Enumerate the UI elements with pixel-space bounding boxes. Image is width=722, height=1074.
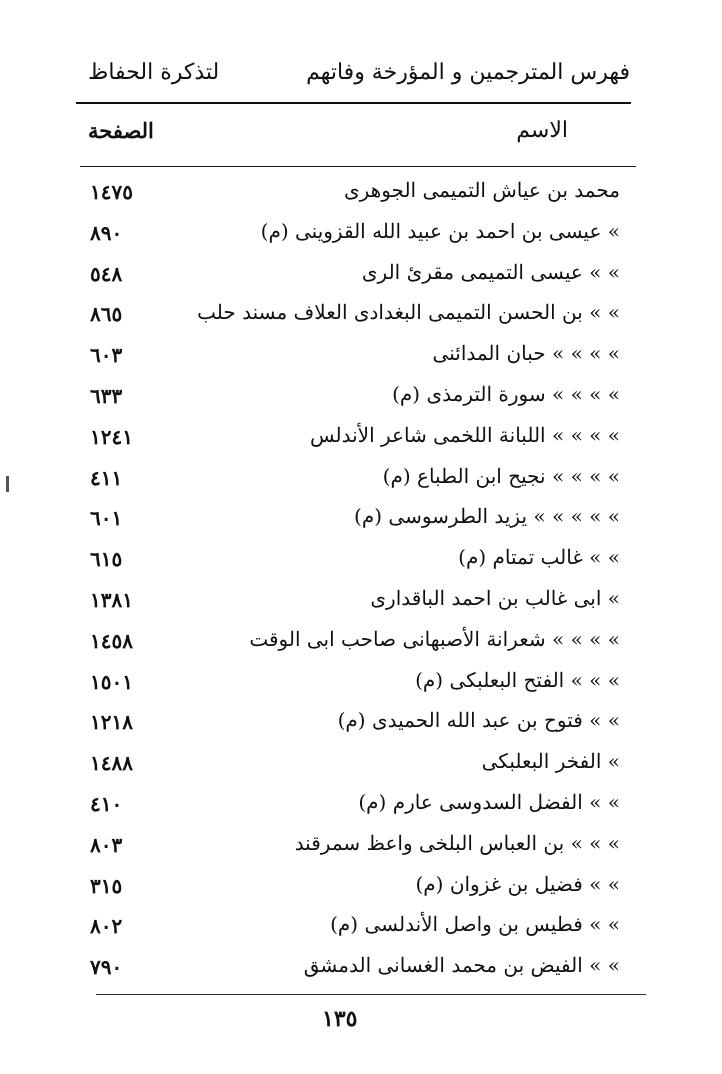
running-head-book: لتذكرة الحفاظ (88, 60, 220, 85)
entry-name: » عيسى بن احمد بن عبيد الله القزوينى (م) (260, 218, 620, 243)
index-entry (90, 376, 620, 417)
index-entry (90, 417, 620, 458)
entry-name: » الفخر البعلبكى (481, 749, 620, 774)
entry-page: ٨٦٥ (90, 302, 123, 327)
index-entry (90, 662, 620, 703)
page-number: ١٣٥ (322, 1006, 358, 1032)
header-rule (76, 102, 631, 104)
entry-page: ١٢٤١ (90, 424, 133, 449)
entry-name: » » فطيس بن واصل الأندلسى (م) (330, 912, 620, 937)
footer-rule (96, 994, 646, 995)
entry-name: » » الفيض بن محمد الغسانى الدمشق (303, 953, 620, 978)
index-entry (90, 335, 620, 376)
index-entry (90, 254, 620, 295)
entry-name: » » » بن العباس البلخى واعظ سمرقند (294, 830, 620, 855)
entry-page: ٦٣٣ (90, 383, 123, 408)
entry-name: » » فتوح بن عبد الله الحميدى (م) (337, 708, 620, 733)
entry-page: ١٤٥٨ (90, 628, 133, 653)
entry-name: » » » » حبان المدائنى (432, 341, 620, 366)
index-entry (90, 580, 620, 621)
index-entry (90, 906, 620, 947)
entry-page: ٣١٥ (90, 873, 123, 898)
index-entry (90, 172, 620, 213)
entry-name: » » » الفتح البعلبكى (م) (415, 667, 620, 692)
index-entry (90, 621, 620, 662)
index-entry (90, 825, 620, 866)
index-entry (90, 498, 620, 539)
index-entry (90, 294, 620, 335)
entry-name: » » » » اللبانة اللخمى شاعر الأندلس (310, 422, 620, 447)
entry-page: ٦١٥ (90, 547, 123, 572)
entry-page: ١٢١٨ (90, 710, 133, 735)
entry-name: » » فضيل بن غزوان (م) (415, 871, 620, 896)
entry-page: ٤١١ (90, 465, 123, 490)
column-header-name: الاسم (516, 118, 568, 143)
entry-name: » » » » نجيح ابن الطباع (م) (382, 463, 620, 488)
entry-page: ٦٠١ (90, 506, 123, 531)
index-list (90, 172, 620, 988)
entry-page: ١٣٨١ (90, 587, 133, 612)
index-entry (90, 784, 620, 825)
column-header-rule (80, 166, 636, 167)
index-entry (90, 743, 620, 784)
entry-page: ٤١٠ (90, 791, 123, 816)
column-header-page: الصفحة (88, 118, 154, 143)
entry-page: ١٤٧٥ (90, 180, 133, 204)
entry-page: ٨٩٠ (90, 220, 123, 245)
running-head-title: فهرس المترجمين و المؤرخة وفاتهم (306, 60, 630, 85)
entry-page: ١٤٨٨ (90, 751, 133, 776)
entry-page: ٦٠٣ (90, 343, 123, 368)
entry-page: ٨٠٢ (90, 914, 123, 939)
entry-name: » ابى غالب بن احمد الباقدارى (370, 585, 620, 610)
index-entry (90, 947, 620, 988)
index-entry (90, 702, 620, 743)
entry-name: » » بن الحسن التميمى البغدادى العلاف مسند حلب (197, 300, 620, 325)
index-entry (90, 458, 620, 499)
entry-page: ٧٩٠ (90, 955, 123, 980)
entry-name: » » » » » يزيد الطرسوسى (م) (354, 504, 620, 529)
entry-name: » » عيسى التميمى مقرئ الرى (361, 259, 620, 284)
entry-page: ١٥٠١ (90, 669, 133, 694)
index-entry (90, 213, 620, 254)
entry-name: » » » » شعرانة الأصبهانى صاحب ابى الوقت (249, 626, 620, 651)
entry-name: محمد بن عياش التميمى الجوهرى (343, 178, 620, 202)
margin-mark (6, 476, 9, 492)
index-entry (90, 539, 620, 580)
index-entry (90, 866, 620, 907)
entry-name: » » الفضل السدوسى عارم (م) (358, 789, 620, 814)
entry-page: ٨٠٣ (90, 832, 123, 857)
entry-page: ٥٤٨ (90, 261, 123, 286)
entry-name: » » غالب تمتام (م) (458, 545, 620, 570)
entry-name: » » » » سورة الترمذى (م) (392, 381, 620, 406)
